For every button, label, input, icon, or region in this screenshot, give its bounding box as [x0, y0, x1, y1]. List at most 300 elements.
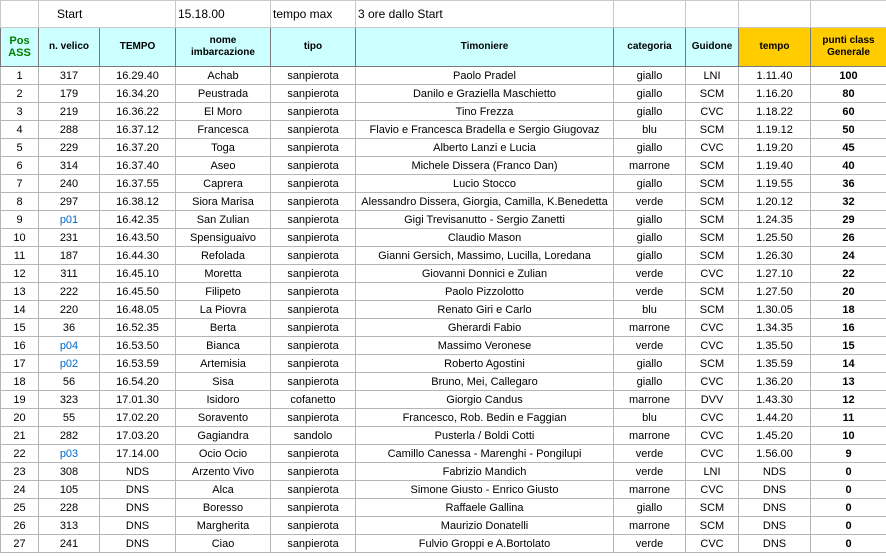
- points-cell[interactable]: 18: [811, 301, 886, 319]
- finish-time-cell[interactable]: 16.42.35: [100, 211, 176, 229]
- sail-number-cell[interactable]: p02: [39, 355, 100, 373]
- tempo-max-label[interactable]: tempo max: [271, 1, 356, 28]
- helmsman-cell[interactable]: Fabrizio Mandich: [356, 463, 614, 481]
- pos-cell[interactable]: 27: [1, 535, 39, 553]
- pennant-cell[interactable]: CVC: [686, 481, 739, 499]
- points-cell[interactable]: 50: [811, 121, 886, 139]
- elapsed-time-cell[interactable]: 1.35.59: [739, 355, 811, 373]
- elapsed-time-cell[interactable]: 1.11.40: [739, 67, 811, 85]
- sail-number-cell[interactable]: 56: [39, 373, 100, 391]
- finish-time-cell[interactable]: 16.45.50: [100, 283, 176, 301]
- helmsman-cell[interactable]: Gigi Trevisanutto - Sergio Zanetti: [356, 211, 614, 229]
- finish-time-cell[interactable]: 16.43.50: [100, 229, 176, 247]
- pennant-cell[interactable]: SCM: [686, 301, 739, 319]
- finish-time-cell[interactable]: 16.37.40: [100, 157, 176, 175]
- category-cell[interactable]: giallo: [614, 103, 686, 121]
- category-cell[interactable]: verde: [614, 265, 686, 283]
- elapsed-time-cell[interactable]: 1.16.20: [739, 85, 811, 103]
- helmsman-cell[interactable]: Danilo e Graziella Maschietto: [356, 85, 614, 103]
- pennant-cell[interactable]: CVC: [686, 409, 739, 427]
- sail-number-cell[interactable]: 323: [39, 391, 100, 409]
- table-row: [1, 121, 886, 139]
- pos-cell[interactable]: 2: [1, 85, 39, 103]
- header-sail-number[interactable]: n. velico: [39, 28, 100, 67]
- points-cell[interactable]: 0: [811, 463, 886, 481]
- elapsed-time-cell[interactable]: 1.36.20: [739, 373, 811, 391]
- elapsed-time-cell[interactable]: 1.26.30: [739, 247, 811, 265]
- points-cell[interactable]: 22: [811, 265, 886, 283]
- pennant-cell[interactable]: SCM: [686, 211, 739, 229]
- finish-time-cell[interactable]: DNS: [100, 535, 176, 553]
- pennant-cell[interactable]: SCM: [686, 229, 739, 247]
- helmsman-cell[interactable]: Flavio e Francesca Bradella e Sergio Giugovaz: [356, 121, 614, 139]
- sail-number-cell[interactable]: 297: [39, 193, 100, 211]
- boat-name-cell[interactable]: Bianca: [176, 337, 271, 355]
- helmsman-cell[interactable]: Renato Giri e Carlo: [356, 301, 614, 319]
- empty-cell[interactable]: [811, 1, 886, 28]
- empty-cell[interactable]: [1, 1, 39, 28]
- elapsed-time-cell[interactable]: 1.56.00: [739, 445, 811, 463]
- type-cell[interactable]: sanpierota: [271, 157, 356, 175]
- boat-name-cell[interactable]: San Zulian: [176, 211, 271, 229]
- helmsman-cell[interactable]: Pusterla / Boldi Cotti: [356, 427, 614, 445]
- empty-cell[interactable]: [614, 1, 686, 28]
- category-cell[interactable]: giallo: [614, 85, 686, 103]
- boat-name-cell[interactable]: El Moro: [176, 103, 271, 121]
- sail-number-cell[interactable]: 229: [39, 139, 100, 157]
- points-cell[interactable]: 13: [811, 373, 886, 391]
- category-cell[interactable]: giallo: [614, 139, 686, 157]
- finish-time-cell[interactable]: 16.44.30: [100, 247, 176, 265]
- table-row: [1, 337, 886, 355]
- helmsman-cell[interactable]: Roberto Agostini: [356, 355, 614, 373]
- helmsman-cell[interactable]: Giorgio Candus: [356, 391, 614, 409]
- finish-time-cell[interactable]: 17.14.00: [100, 445, 176, 463]
- sail-number-cell[interactable]: 219: [39, 103, 100, 121]
- boat-name-cell[interactable]: Artemisia: [176, 355, 271, 373]
- pennant-cell[interactable]: DVV: [686, 391, 739, 409]
- boat-name-cell[interactable]: Refolada: [176, 247, 271, 265]
- category-cell[interactable]: verde: [614, 535, 686, 553]
- points-cell[interactable]: 0: [811, 517, 886, 535]
- pennant-cell[interactable]: SCM: [686, 283, 739, 301]
- type-cell[interactable]: sanpierota: [271, 67, 356, 85]
- type-cell[interactable]: sanpierota: [271, 283, 356, 301]
- sail-number-cell[interactable]: 288: [39, 121, 100, 139]
- boat-name-cell[interactable]: Arzento Vivo: [176, 463, 271, 481]
- finish-time-cell[interactable]: 16.37.55: [100, 175, 176, 193]
- boat-name-cell[interactable]: Ciao: [176, 535, 271, 553]
- sail-number-cell[interactable]: 179: [39, 85, 100, 103]
- helmsman-cell[interactable]: Francesco, Rob. Bedin e Faggian: [356, 409, 614, 427]
- helmsman-cell[interactable]: Massimo Veronese: [356, 337, 614, 355]
- pos-cell[interactable]: 6: [1, 157, 39, 175]
- pennant-cell[interactable]: CVC: [686, 319, 739, 337]
- type-cell[interactable]: sanpierota: [271, 517, 356, 535]
- points-cell[interactable]: 60: [811, 103, 886, 121]
- helmsman-cell[interactable]: Paolo Pizzolotto: [356, 283, 614, 301]
- header-category[interactable]: categoria: [614, 28, 686, 67]
- sail-number-cell[interactable]: 313: [39, 517, 100, 535]
- type-cell[interactable]: sanpierota: [271, 121, 356, 139]
- elapsed-time-cell[interactable]: DNS: [739, 517, 811, 535]
- pennant-cell[interactable]: CVC: [686, 535, 739, 553]
- type-cell[interactable]: sanpierota: [271, 337, 356, 355]
- helmsman-cell[interactable]: Maurizio Donatelli: [356, 517, 614, 535]
- type-cell[interactable]: sanpierota: [271, 85, 356, 103]
- category-cell[interactable]: verde: [614, 283, 686, 301]
- finish-time-cell[interactable]: 17.02.20: [100, 409, 176, 427]
- category-cell[interactable]: blu: [614, 121, 686, 139]
- pennant-cell[interactable]: SCM: [686, 355, 739, 373]
- sail-number-cell[interactable]: 36: [39, 319, 100, 337]
- category-cell[interactable]: giallo: [614, 175, 686, 193]
- elapsed-time-cell[interactable]: 1.44.20: [739, 409, 811, 427]
- category-cell[interactable]: marrone: [614, 427, 686, 445]
- header-helmsman[interactable]: Timoniere: [356, 28, 614, 67]
- pennant-cell[interactable]: SCM: [686, 193, 739, 211]
- type-cell[interactable]: sanpierota: [271, 193, 356, 211]
- type-cell[interactable]: sanpierota: [271, 139, 356, 157]
- elapsed-time-cell[interactable]: 1.27.10: [739, 265, 811, 283]
- table-row: [1, 445, 886, 463]
- sail-number-cell[interactable]: 187: [39, 247, 100, 265]
- elapsed-time-cell[interactable]: 1.45.20: [739, 427, 811, 445]
- finish-time-cell[interactable]: 17.03.20: [100, 427, 176, 445]
- start-time[interactable]: 15.18.00: [176, 1, 271, 28]
- category-cell[interactable]: blu: [614, 409, 686, 427]
- category-cell[interactable]: giallo: [614, 499, 686, 517]
- sail-number-cell[interactable]: 55: [39, 409, 100, 427]
- pos-cell[interactable]: 19: [1, 391, 39, 409]
- table-row: [1, 247, 886, 265]
- pos-cell[interactable]: 3: [1, 103, 39, 121]
- type-cell[interactable]: sanpierota: [271, 265, 356, 283]
- helmsman-cell[interactable]: Alberto Lanzi e Lucia: [356, 139, 614, 157]
- elapsed-time-cell[interactable]: 1.34.35: [739, 319, 811, 337]
- pennant-cell[interactable]: SCM: [686, 499, 739, 517]
- boat-name-cell[interactable]: Toga: [176, 139, 271, 157]
- type-cell[interactable]: cofanetto: [271, 391, 356, 409]
- type-cell[interactable]: sanpierota: [271, 103, 356, 121]
- category-cell[interactable]: giallo: [614, 229, 686, 247]
- elapsed-time-cell[interactable]: 1.30.05: [739, 301, 811, 319]
- boat-name-cell[interactable]: Sisa: [176, 373, 271, 391]
- type-cell[interactable]: sanpierota: [271, 229, 356, 247]
- finish-time-cell[interactable]: 17.01.30: [100, 391, 176, 409]
- pos-cell[interactable]: 11: [1, 247, 39, 265]
- table-row: [1, 373, 886, 391]
- pos-cell[interactable]: 10: [1, 229, 39, 247]
- finish-time-cell[interactable]: 16.53.50: [100, 337, 176, 355]
- pos-cell[interactable]: 22: [1, 445, 39, 463]
- pos-cell[interactable]: 25: [1, 499, 39, 517]
- finish-time-cell[interactable]: 16.48.05: [100, 301, 176, 319]
- sail-number-cell[interactable]: 220: [39, 301, 100, 319]
- category-cell[interactable]: verde: [614, 463, 686, 481]
- sail-number-cell[interactable]: 314: [39, 157, 100, 175]
- pos-cell[interactable]: 5: [1, 139, 39, 157]
- sail-number-cell[interactable]: p03: [39, 445, 100, 463]
- points-cell[interactable]: 32: [811, 193, 886, 211]
- type-cell[interactable]: sanpierota: [271, 247, 356, 265]
- finish-time-cell[interactable]: 16.37.12: [100, 121, 176, 139]
- helmsman-cell[interactable]: Gianni Gersich, Massimo, Lucilla, Loredana: [356, 247, 614, 265]
- points-cell[interactable]: 16: [811, 319, 886, 337]
- pos-cell[interactable]: 12: [1, 265, 39, 283]
- category-cell[interactable]: blu: [614, 301, 686, 319]
- type-cell[interactable]: sanpierota: [271, 211, 356, 229]
- elapsed-time-cell[interactable]: 1.18.22: [739, 103, 811, 121]
- boat-name-cell[interactable]: Caprera: [176, 175, 271, 193]
- header-elapsed-time[interactable]: tempo: [739, 28, 811, 67]
- boat-name-cell[interactable]: Isidoro: [176, 391, 271, 409]
- points-cell[interactable]: 24: [811, 247, 886, 265]
- category-cell[interactable]: marrone: [614, 481, 686, 499]
- pennant-cell[interactable]: CVC: [686, 265, 739, 283]
- pennant-cell[interactable]: SCM: [686, 157, 739, 175]
- category-cell[interactable]: marrone: [614, 517, 686, 535]
- pos-cell[interactable]: 15: [1, 319, 39, 337]
- pennant-cell[interactable]: CVC: [686, 139, 739, 157]
- sail-number-cell[interactable]: 241: [39, 535, 100, 553]
- finish-time-cell[interactable]: 16.45.10: [100, 265, 176, 283]
- sail-number-cell[interactable]: p04: [39, 337, 100, 355]
- sail-number-cell[interactable]: 105: [39, 481, 100, 499]
- elapsed-time-cell[interactable]: 1.43.30: [739, 391, 811, 409]
- helmsman-cell[interactable]: Claudio Mason: [356, 229, 614, 247]
- pennant-cell[interactable]: CVC: [686, 373, 739, 391]
- points-cell[interactable]: 36: [811, 175, 886, 193]
- pennant-cell[interactable]: LNI: [686, 463, 739, 481]
- elapsed-time-cell[interactable]: 1.35.50: [739, 337, 811, 355]
- points-cell[interactable]: 100: [811, 67, 886, 85]
- boat-name-cell[interactable]: Margherita: [176, 517, 271, 535]
- header-boat-name[interactable]: nome imbarcazione: [176, 28, 271, 67]
- helmsman-cell[interactable]: Gherardi Fabio: [356, 319, 614, 337]
- boat-name-cell[interactable]: Francesca: [176, 121, 271, 139]
- finish-time-cell[interactable]: 16.53.59: [100, 355, 176, 373]
- sail-number-cell[interactable]: 317: [39, 67, 100, 85]
- type-cell[interactable]: sanpierota: [271, 499, 356, 517]
- helmsman-cell[interactable]: Bruno, Mei, Callegaro: [356, 373, 614, 391]
- finish-time-cell[interactable]: 16.36.22: [100, 103, 176, 121]
- sail-number-cell[interactable]: 231: [39, 229, 100, 247]
- pennant-cell[interactable]: CVC: [686, 337, 739, 355]
- pennant-cell[interactable]: SCM: [686, 247, 739, 265]
- pennant-cell[interactable]: CVC: [686, 427, 739, 445]
- finish-time-cell[interactable]: DNS: [100, 517, 176, 535]
- points-cell[interactable]: 10: [811, 427, 886, 445]
- helmsman-cell[interactable]: Paolo Pradel: [356, 67, 614, 85]
- points-cell[interactable]: 11: [811, 409, 886, 427]
- header-pennant[interactable]: Guidone: [686, 28, 739, 67]
- pennant-cell[interactable]: SCM: [686, 85, 739, 103]
- elapsed-time-cell[interactable]: NDS: [739, 463, 811, 481]
- category-cell[interactable]: marrone: [614, 157, 686, 175]
- sail-number-cell[interactable]: p01: [39, 211, 100, 229]
- elapsed-time-cell[interactable]: 1.19.55: [739, 175, 811, 193]
- pos-cell[interactable]: 17: [1, 355, 39, 373]
- sail-number-cell[interactable]: 311: [39, 265, 100, 283]
- finish-time-cell[interactable]: 16.37.20: [100, 139, 176, 157]
- category-cell[interactable]: verde: [614, 193, 686, 211]
- points-cell[interactable]: 20: [811, 283, 886, 301]
- type-cell[interactable]: sanpierota: [271, 355, 356, 373]
- points-cell[interactable]: 0: [811, 535, 886, 553]
- empty-cell[interactable]: [739, 1, 811, 28]
- boat-name-cell[interactable]: Gagiandra: [176, 427, 271, 445]
- column-header-row: [1, 28, 886, 67]
- pos-cell[interactable]: 21: [1, 427, 39, 445]
- finish-time-cell[interactable]: 16.54.20: [100, 373, 176, 391]
- elapsed-time-cell[interactable]: DNS: [739, 481, 811, 499]
- type-cell[interactable]: sanpierota: [271, 175, 356, 193]
- category-cell[interactable]: giallo: [614, 373, 686, 391]
- table-row: [1, 535, 886, 553]
- elapsed-time-cell[interactable]: 1.24.35: [739, 211, 811, 229]
- type-cell[interactable]: sanpierota: [271, 319, 356, 337]
- pos-cell[interactable]: 24: [1, 481, 39, 499]
- type-cell[interactable]: sanpierota: [271, 463, 356, 481]
- points-cell[interactable]: 40: [811, 157, 886, 175]
- pos-cell[interactable]: 18: [1, 373, 39, 391]
- boat-name-cell[interactable]: Soravento: [176, 409, 271, 427]
- helmsman-cell[interactable]: Simone Giusto - Enrico Giusto: [356, 481, 614, 499]
- pos-cell[interactable]: 1: [1, 67, 39, 85]
- pos-cell[interactable]: 20: [1, 409, 39, 427]
- sail-number-cell[interactable]: 308: [39, 463, 100, 481]
- boat-name-cell[interactable]: Spensiguaivo: [176, 229, 271, 247]
- start-label[interactable]: Start: [39, 1, 176, 28]
- pennant-cell[interactable]: CVC: [686, 445, 739, 463]
- pos-cell[interactable]: 9: [1, 211, 39, 229]
- helmsman-cell[interactable]: Raffaele Gallina: [356, 499, 614, 517]
- elapsed-time-cell[interactable]: 1.25.50: [739, 229, 811, 247]
- table-row: [1, 391, 886, 409]
- pos-cell[interactable]: 8: [1, 193, 39, 211]
- type-cell[interactable]: sanpierota: [271, 445, 356, 463]
- finish-time-cell[interactable]: 16.29.40: [100, 67, 176, 85]
- table-row: [1, 463, 886, 481]
- finish-time-cell[interactable]: 16.52.35: [100, 319, 176, 337]
- helmsman-cell[interactable]: Michele Dissera (Franco Dan): [356, 157, 614, 175]
- pennant-cell[interactable]: LNI: [686, 67, 739, 85]
- points-cell[interactable]: 0: [811, 481, 886, 499]
- pos-cell[interactable]: 13: [1, 283, 39, 301]
- table-row: [1, 409, 886, 427]
- type-cell[interactable]: sanpierota: [271, 535, 356, 553]
- type-cell[interactable]: sanpierota: [271, 409, 356, 427]
- helmsman-cell[interactable]: Lucio Stocco: [356, 175, 614, 193]
- boat-name-cell[interactable]: La Piovra: [176, 301, 271, 319]
- points-cell[interactable]: 14: [811, 355, 886, 373]
- boat-name-cell[interactable]: Moretta: [176, 265, 271, 283]
- points-cell[interactable]: 80: [811, 85, 886, 103]
- boat-name-cell[interactable]: Aseo: [176, 157, 271, 175]
- points-cell[interactable]: 45: [811, 139, 886, 157]
- pennant-cell[interactable]: SCM: [686, 517, 739, 535]
- boat-name-cell[interactable]: Ocio Ocio: [176, 445, 271, 463]
- category-cell[interactable]: giallo: [614, 67, 686, 85]
- elapsed-time-cell[interactable]: DNS: [739, 535, 811, 553]
- elapsed-time-cell[interactable]: 1.20.12: [739, 193, 811, 211]
- boat-name-cell[interactable]: Achab: [176, 67, 271, 85]
- category-cell[interactable]: verde: [614, 445, 686, 463]
- type-cell[interactable]: sandolo: [271, 427, 356, 445]
- boat-name-cell[interactable]: Berta: [176, 319, 271, 337]
- sail-number-cell[interactable]: 228: [39, 499, 100, 517]
- elapsed-time-cell[interactable]: 1.19.20: [739, 139, 811, 157]
- sail-number-cell[interactable]: 222: [39, 283, 100, 301]
- boat-name-cell[interactable]: Filipeto: [176, 283, 271, 301]
- helmsman-cell[interactable]: Camillo Canessa - Marenghi - Pongilupi: [356, 445, 614, 463]
- pos-cell[interactable]: 16: [1, 337, 39, 355]
- category-cell[interactable]: verde: [614, 337, 686, 355]
- points-cell[interactable]: 15: [811, 337, 886, 355]
- helmsman-cell[interactable]: Giovanni Donnici e Zulian: [356, 265, 614, 283]
- points-cell[interactable]: 9: [811, 445, 886, 463]
- pos-cell[interactable]: 26: [1, 517, 39, 535]
- type-cell[interactable]: sanpierota: [271, 373, 356, 391]
- header-type[interactable]: tipo: [271, 28, 356, 67]
- elapsed-time-cell[interactable]: 1.27.50: [739, 283, 811, 301]
- boat-name-cell[interactable]: Siora Marisa: [176, 193, 271, 211]
- helmsman-cell[interactable]: Tino Frezza: [356, 103, 614, 121]
- header-points[interactable]: punti class Generale: [811, 28, 886, 67]
- points-cell[interactable]: 12: [811, 391, 886, 409]
- pos-cell[interactable]: 14: [1, 301, 39, 319]
- elapsed-time-cell[interactable]: 1.19.40: [739, 157, 811, 175]
- type-cell[interactable]: sanpierota: [271, 481, 356, 499]
- category-cell[interactable]: marrone: [614, 319, 686, 337]
- boat-name-cell[interactable]: Boresso: [176, 499, 271, 517]
- category-cell[interactable]: marrone: [614, 391, 686, 409]
- points-cell[interactable]: 26: [811, 229, 886, 247]
- pos-cell[interactable]: 4: [1, 121, 39, 139]
- finish-time-cell[interactable]: 16.34.20: [100, 85, 176, 103]
- pos-cell[interactable]: 7: [1, 175, 39, 193]
- category-cell[interactable]: giallo: [614, 355, 686, 373]
- category-cell[interactable]: giallo: [614, 211, 686, 229]
- category-cell[interactable]: giallo: [614, 247, 686, 265]
- points-cell[interactable]: 0: [811, 499, 886, 517]
- header-finish-time[interactable]: TEMPO: [100, 28, 176, 67]
- empty-cell[interactable]: [686, 1, 739, 28]
- finish-time-cell[interactable]: DNS: [100, 481, 176, 499]
- boat-name-cell[interactable]: Alca: [176, 481, 271, 499]
- elapsed-time-cell[interactable]: 1.19.12: [739, 121, 811, 139]
- helmsman-cell[interactable]: Fulvio Groppi e A.Bortolato: [356, 535, 614, 553]
- pennant-cell[interactable]: SCM: [686, 175, 739, 193]
- header-pos[interactable]: Pos ASS: [1, 28, 39, 67]
- helmsman-cell[interactable]: Alessandro Dissera, Giorgia, Camilla, K.Benedetta: [356, 193, 614, 211]
- boat-name-cell[interactable]: Peustrada: [176, 85, 271, 103]
- tempo-max-value[interactable]: 3 ore dallo Start: [356, 1, 614, 28]
- finish-time-cell[interactable]: NDS: [100, 463, 176, 481]
- pennant-cell[interactable]: SCM: [686, 121, 739, 139]
- finish-time-cell[interactable]: DNS: [100, 499, 176, 517]
- elapsed-time-cell[interactable]: DNS: [739, 499, 811, 517]
- header-info-row: [1, 1, 886, 28]
- type-cell[interactable]: sanpierota: [271, 301, 356, 319]
- finish-time-cell[interactable]: 16.38.12: [100, 193, 176, 211]
- pos-cell[interactable]: 23: [1, 463, 39, 481]
- points-cell[interactable]: 29: [811, 211, 886, 229]
- sail-number-cell[interactable]: 282: [39, 427, 100, 445]
- sail-number-cell[interactable]: 240: [39, 175, 100, 193]
- pennant-cell[interactable]: CVC: [686, 103, 739, 121]
